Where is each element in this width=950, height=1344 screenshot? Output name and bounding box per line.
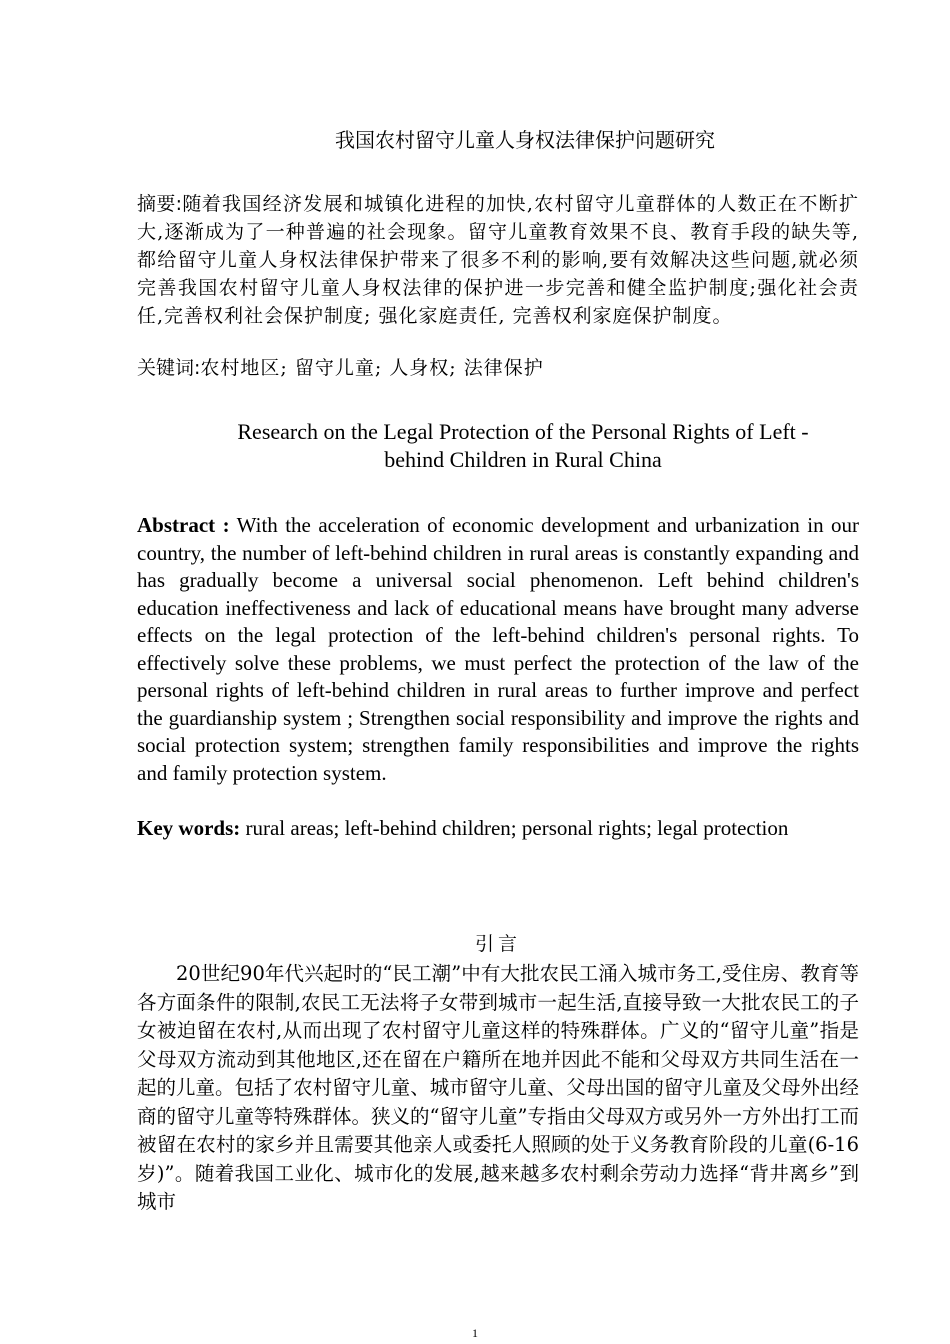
chinese-keywords-text: 农村地区; 留守儿童; 人身权; 法律保护 bbox=[200, 357, 544, 379]
page-number: 1 bbox=[472, 1326, 478, 1340]
chinese-title: 我国农村留守儿童人身权法律保护问题研究 bbox=[335, 128, 715, 152]
chinese-keywords-label: 关键词: bbox=[137, 357, 201, 379]
chinese-abstract-text: 着我国经济发展和城镇化进程的加快,农村留守儿童群体的人数正在不断扩大,逐渐成为了一种普遍的社会现象。留守儿童教育效果不良、教育手段的缺失等,都给留守儿童人身权法律保护带来了很多不利的影响,要有效解决这些问题,就必须完善我国农村留守儿童人身权法律的保护进一步完善和健全监护制度;强化社会责任,完善权利社会保护制度; 强化家庭责任, 完善权利家庭保护制度。 bbox=[137, 193, 859, 327]
english-abstract-label: Abstract : bbox=[137, 513, 230, 537]
english-abstract bbox=[137, 512, 859, 787]
introduction-body: 20世纪90年代兴起时的“民工潮”中有大批农民工涌入城市务工,受住房、教育等各方面条件的限制,农民工无法将子女带到城市一起生活,直接导致一大批农民工的子女被迫留在农村,从而出现了农村留守儿童这样的特殊群体。广义的“留守儿童”指是父母双方流动到其他地区,还在留在户籍所在地并因此不能和父母双方共同生活在一起的儿童。包括了农村留守儿童、城市留守儿童、父母出国的留守儿童及父母外出经商的留守儿童等特殊群体。狭义的“留守儿童”专指由父母双方或另外一方外出打工而被留在农村的家乡并且需要其他亲人或委托人照顾的处于义务教育阶段的儿童(6-16岁)”。随着我国工业化、城市化的发展,越来越多农村剩余劳动力选择“背井离乡”到城市 bbox=[137, 962, 859, 1213]
english-title: Research on the Legal Protection of the Personal Rights of Left - behind Children in Rural China bbox=[237, 419, 809, 472]
chinese-abstract bbox=[137, 190, 859, 330]
chinese-abstract-label: 摘要:随 bbox=[137, 193, 202, 215]
english-abstract-text: With the acceleration of economic development and urbanization in our country, the number of left-behind children in rural areas is constantly expanding and has gradually become a universal social phenomenon. Left behind children's education ineffectiveness and lack of educational means have brought many adverse effects on the legal protection of the left-behind children's personal rights. To effectively solve these problems, we must perfect the protection of the law of the personal rights of left-behind children in rural areas to further improve and perfect the guardianship system ; Strengthen social responsibility and improve the rights and social protection system; strengthen family responsibilities and improve the rights and family protection system. bbox=[137, 513, 859, 785]
english-keywords bbox=[137, 815, 859, 843]
english-keywords-label: Key words: bbox=[137, 816, 241, 840]
chinese-keywords bbox=[137, 354, 859, 382]
introduction-heading: 引言 bbox=[474, 933, 521, 955]
english-keywords-text: rural areas; left-behind children; personal rights; legal protection bbox=[240, 816, 789, 840]
